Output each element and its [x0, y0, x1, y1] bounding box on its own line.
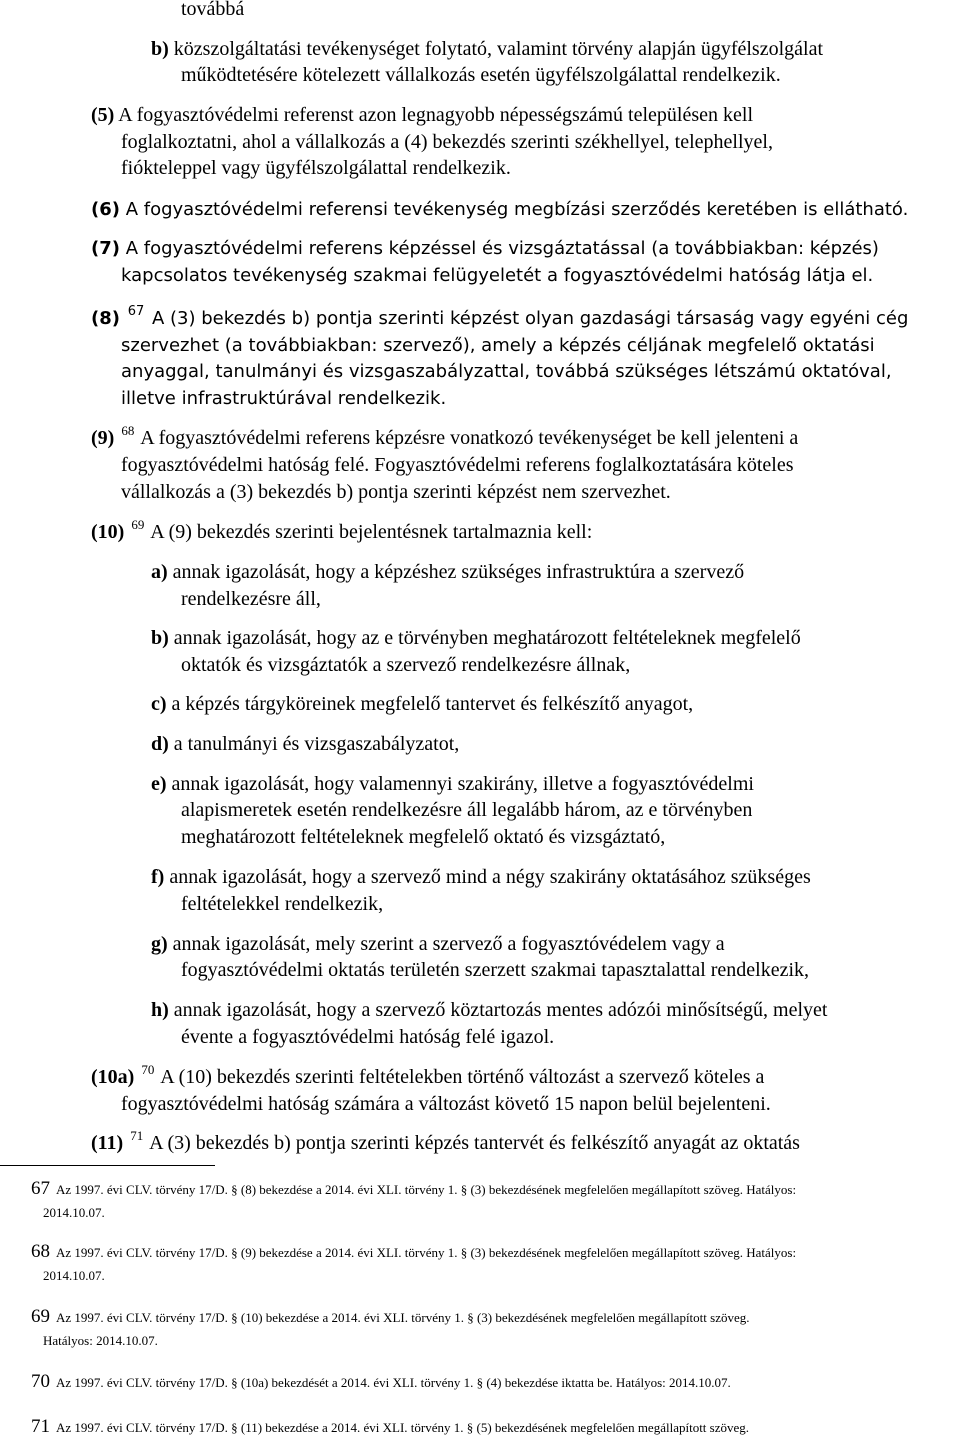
list-item-e-cont-1: alapismeretek esetén rendelkezésre áll legalább három, az e törvényben	[181, 799, 753, 821]
paragraph-number: (6)	[91, 199, 120, 220]
item-text: annak igazolását, hogy a szervező mind a négy szakirány oktatásához szükséges	[169, 866, 811, 888]
item-text: annak igazolását, hogy valamennyi szakirány, illetve a fogyasztóvédelmi	[171, 773, 754, 795]
paragraph-number: (7)	[91, 238, 120, 259]
paragraph-9-line-3: vállalkozás a (3) bekezdés b) pontja szerinti képzést nem szervezhet.	[121, 481, 671, 503]
footnote-69-cont: Hatályos: 2014.10.07.	[43, 1333, 158, 1348]
paragraph-10a	[91, 1064, 764, 1092]
footnote-ref[interactable]: 68	[121, 423, 135, 438]
item-label: d)	[151, 733, 169, 755]
footnote-69	[31, 1308, 750, 1327]
item-label: h)	[151, 999, 169, 1021]
paragraph-9-line-2: fogyasztóvédelmi hatóság felé. Fogyasztóvédelmi referens foglalkoztatására köteles	[121, 454, 794, 476]
list-item-b-first	[151, 36, 823, 63]
paragraph-number: (10)	[91, 521, 125, 543]
footnote-68-cont: 2014.10.07.	[43, 1268, 105, 1283]
item-label: c)	[151, 693, 167, 715]
footnote-separator	[0, 1165, 215, 1166]
footnote-number: 70	[31, 1371, 50, 1392]
paragraph-11	[91, 1130, 800, 1158]
list-item-b	[151, 625, 801, 652]
paragraph-text: A (3) bekezdés b) pontja szerinti képzés tantervét és felkészítő anyagát az oktatás	[149, 1132, 800, 1154]
paragraph-number: (5)	[91, 104, 115, 126]
item-text: annak igazolását, mely szerint a szervező a fogyasztóvédelem vagy a	[172, 933, 725, 955]
list-item-g-cont: fogyasztóvédelmi oktatás területén szerzett szakmai tapasztalattal rendelkezik,	[181, 959, 810, 981]
paragraph-5	[91, 102, 753, 129]
paragraph-5-line-3: fiókteleppel vagy ügyfélszolgálattal rendelkezik.	[121, 157, 511, 179]
list-item-b-first-cont: működtetésére kötelezett vállalkozás esetén ügyfélszolgálattal rendelkezik.	[181, 64, 781, 86]
footnote-67-cont: 2014.10.07.	[43, 1205, 105, 1220]
paragraph-8-line-3: anyaggal, tanulmányi és vizsgaszabályzattal, továbbá szükséges létszámú oktatóval,	[121, 361, 892, 382]
footnote-text: Az 1997. évi CLV. törvény 17/D. § (10) bekezdése a 2014. évi XLI. törvény 1. § (3) bekezdésének megfelelően megállapított szöveg.	[56, 1310, 750, 1325]
paragraph-text: A fogyasztóvédelmi referens képzésre vonatkozó tevékenységet be kell jelenteni a	[140, 427, 799, 449]
footnote-67	[31, 1180, 796, 1199]
paragraph-number: (8)	[91, 308, 120, 329]
list-item-f-cont: feltételekkel rendelkezik,	[181, 893, 384, 915]
footnote-71	[31, 1418, 749, 1437]
list-item-h	[151, 997, 827, 1024]
footnote-text: Az 1997. évi CLV. törvény 17/D. § (10a) bekezdését a 2014. évi XLI. törvény 1. § (4) bekezdése iktatta be. Hatályos: 2014.10.07.	[56, 1375, 731, 1390]
paragraph-8	[91, 305, 908, 334]
footnote-text: Az 1997. évi CLV. törvény 17/D. § (8) bekezdése a 2014. évi XLI. törvény 1. § (3) bekezdésének megfelelően megállapított szöveg. Hatályos:	[56, 1182, 797, 1197]
footnote-text: Az 1997. évi CLV. törvény 17/D. § (9) bekezdése a 2014. évi XLI. törvény 1. § (3) bekezdésének megfelelően megállapított szöveg. Hatályos:	[56, 1245, 797, 1260]
paragraph-7	[91, 235, 879, 262]
footnote-text: Az 1997. évi CLV. törvény 17/D. § (11) bekezdése a 2014. évi XLI. törvény 1. § (5) bekezdésének megfelelően megállapított szöveg.	[56, 1420, 750, 1435]
paragraph-text: A (10) bekezdés szerinti feltételekben történő változást a szervező köteles a	[160, 1066, 765, 1088]
paragraph-6	[91, 196, 908, 223]
paragraph-number: (10a)	[91, 1066, 135, 1088]
item-text: annak igazolását, hogy a szervező köztartozás mentes adózói minősítségű, melyet	[173, 999, 828, 1021]
item-label: e)	[151, 773, 167, 795]
item-text: közszolgáltatási tevékenységet folytató, valamint törvény alapján ügyfélszolgálat	[173, 38, 824, 60]
footnote-number: 68	[31, 1241, 50, 1262]
paragraph-text: A fogyasztóvédelmi referens képzéssel és vizsgáztatással (a továbbiakban: képzés)	[125, 238, 879, 259]
paragraph-text: A fogyasztóvédelmi referensi tevékenység megbízási szerződés keretében is ellátható.	[125, 199, 909, 220]
paragraph-10	[91, 519, 592, 547]
list-item-a-cont: rendelkezésre áll,	[181, 588, 321, 610]
item-label: f)	[151, 866, 165, 888]
paragraph-10a-line-2: fogyasztóvédelmi hatóság számára a változást követő 15 napon belül bejelenteni.	[121, 1093, 771, 1115]
list-item-h-cont: évente a fogyasztóvédelmi hatóság felé igazol.	[181, 1026, 555, 1048]
list-item-a	[151, 559, 744, 586]
paragraph-7-line-2: kapcsolatos tevékenység szakmai felügyeletét a fogyasztóvédelmi hatóság látja el.	[121, 265, 874, 286]
paragraph-number: (11)	[91, 1132, 124, 1154]
paragraph-text: A (9) bekezdés szerinti bejelentésnek tartalmaznia kell:	[150, 521, 593, 543]
paragraph-5-line-2: foglalkoztatni, ahol a vállalkozás a (4) bekezdés szerinti székhellyel, telephellyel,	[121, 131, 773, 153]
item-label: g)	[151, 933, 168, 955]
paragraph-9	[91, 425, 798, 453]
item-label: b)	[151, 38, 169, 60]
paragraph-8-line-2: szervezhet (a továbbiakban: szervező), amely a képzés céljának megfelelő oktatási	[121, 335, 875, 356]
footnote-68	[31, 1243, 796, 1262]
item-label: a)	[151, 561, 168, 583]
item-text: a képzés tárgyköreinek megfelelő tantervet és felkészítő anyagot,	[171, 693, 694, 715]
paragraph-text: A fogyasztóvédelmi referenst azon legnagyobb népességszámú településen kell	[118, 104, 754, 126]
paragraph-text: A (3) bekezdés b) pontja szerinti képzést olyan gazdasági társaság vagy egyéni cég	[152, 308, 909, 329]
footnote-ref[interactable]: 71	[130, 1128, 144, 1143]
item-label: b)	[151, 627, 169, 649]
footnote-ref[interactable]: 69	[131, 517, 145, 532]
footnote-number: 69	[31, 1306, 50, 1327]
footnote-number: 67	[31, 1178, 50, 1199]
item-text: annak igazolását, hogy a képzéshez szükséges infrastruktúra a szervező	[172, 561, 745, 583]
list-item-g	[151, 931, 725, 958]
list-item-f	[151, 864, 811, 891]
item-text: annak igazolását, hogy az e törvényben meghatározott feltételeknek megfelelő	[173, 627, 801, 649]
list-item-d	[151, 731, 459, 758]
paragraph-8-line-4: illetve infrastruktúrával rendelkezik.	[121, 388, 447, 409]
item-text: a tanulmányi és vizsgaszabályzatot,	[173, 733, 460, 755]
paragraph-number: (9)	[91, 427, 115, 449]
list-item-c	[151, 691, 693, 718]
list-item-b-cont: oktatók és vizsgáztatók a szervező rendelkezésre állnak,	[181, 654, 631, 676]
footnote-number: 71	[31, 1416, 50, 1437]
footnote-70	[31, 1373, 731, 1392]
footnote-ref[interactable]: 70	[141, 1062, 155, 1077]
list-item-e	[151, 771, 754, 798]
footnote-ref[interactable]: 67	[127, 304, 145, 319]
continuation-text: továbbá	[181, 0, 245, 20]
list-item-e-cont-2: meghatározott feltételeknek megfelelő oktató és vizsgáztató,	[181, 826, 666, 848]
